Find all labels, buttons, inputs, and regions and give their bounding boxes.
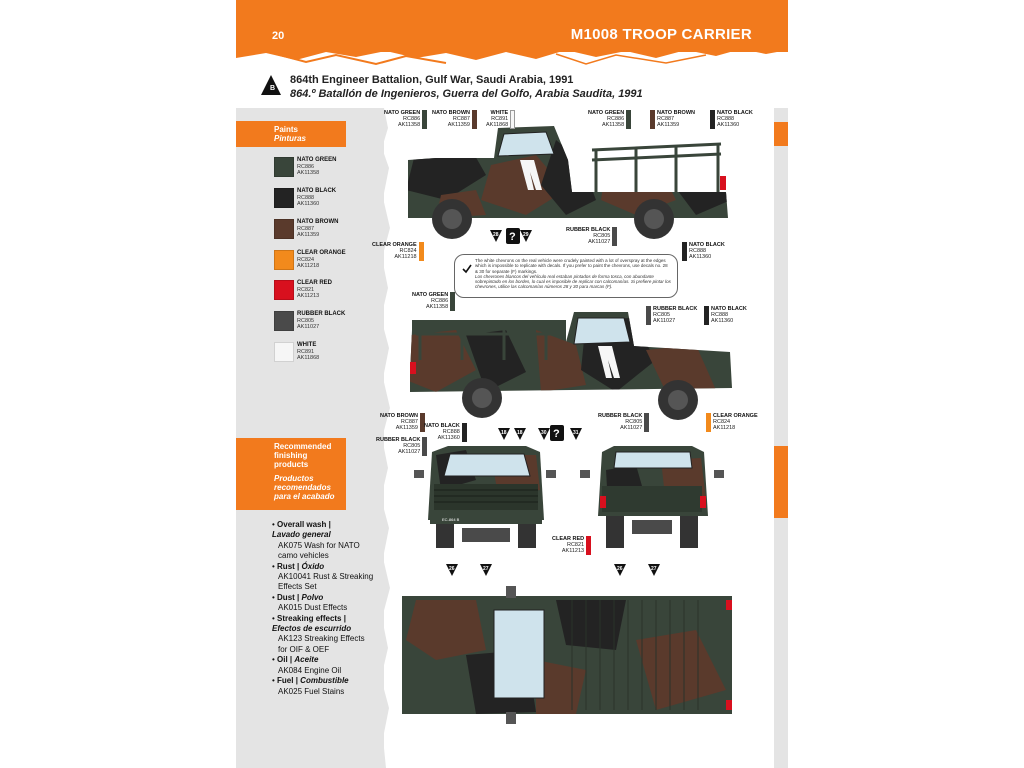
finishing-item: • Overall wash | Lavado general AK075 Wash for NATO camo vehicles [272, 520, 376, 562]
callout-code: RC886 [403, 116, 421, 122]
callout-code: AK11358 [397, 122, 421, 128]
decal-number: 28 [493, 232, 499, 238]
finishing-category-es: Polvo [301, 592, 324, 602]
paint-code: AK11359 [297, 231, 320, 238]
callout-code: AK11359 [657, 122, 680, 128]
decal-marker [480, 564, 492, 576]
decal-marker [520, 230, 532, 242]
truck-front-view [414, 446, 556, 548]
svg-text:?: ? [553, 428, 560, 440]
decal-marker [498, 428, 510, 440]
paint-callout [566, 227, 619, 246]
callout-code: RC805 [403, 443, 421, 449]
callout-code: AK11360 [437, 435, 460, 441]
finishing-item: • Dust | Polvo AK015 Dust Effects [272, 593, 376, 614]
decal-marker [648, 564, 660, 576]
manual-page [236, 0, 788, 768]
callout-code: AK11213 [561, 548, 585, 554]
callout-color-chip [586, 536, 591, 555]
callout-color-chip [612, 227, 617, 246]
paint-code: AK11868 [297, 354, 320, 361]
callout-name: RUBBER BLACK [566, 227, 611, 233]
paint-callout [372, 242, 426, 261]
callout-code: AK11359 [447, 122, 470, 128]
callout-code: RC805 [593, 233, 611, 239]
paint-code: AK11360 [297, 200, 320, 207]
decal-number: 26 [449, 566, 455, 572]
paint-code: AK11213 [297, 292, 320, 299]
paint-callout [412, 292, 457, 311]
paint-callout [432, 110, 479, 129]
finishing-category: Fuel | [277, 676, 298, 686]
paint-callout [708, 110, 753, 129]
callout-code: AK11358 [601, 122, 625, 128]
paint-callout [648, 110, 695, 129]
paint-name: NATO BLACK [297, 188, 337, 194]
paint-callout [702, 306, 747, 325]
callout-color-chip [422, 110, 427, 129]
callout-code: AK11027 [398, 449, 421, 455]
callout-name: NATO BLACK [689, 242, 725, 248]
paint-code: RC805 [297, 317, 315, 324]
paint-name: CLEAR ORANGE [297, 250, 346, 256]
finishing-item: • Streaking effects | Efectos de escurrido AK123 Streaking Effects for OIF & OEF [272, 614, 376, 656]
decal-marker [570, 428, 582, 440]
finishing-product: AK10041 Rust & Streaking Effects Set [278, 572, 374, 592]
finishing-item: • Rust | Óxido AK10041 Rust & Streaking Effects Set [272, 562, 376, 593]
paint-name: WHITE [297, 342, 317, 348]
callout-code: AK11027 [620, 425, 643, 431]
callout-name: NATO BROWN [380, 413, 418, 419]
decal-marker [446, 564, 458, 576]
paint-code: AK11358 [297, 169, 320, 176]
decal-marker [614, 564, 626, 576]
paint-callout [424, 423, 469, 442]
decal-number: 31 [573, 430, 579, 436]
finishing-category: Rust | [277, 561, 300, 571]
callout-code: RC824 [713, 419, 731, 425]
decal-number: 29 [523, 232, 529, 238]
finishing-product: AK084 Engine Oil [278, 665, 342, 675]
paint-callout [598, 413, 651, 432]
note-text: The white chevrons on the real vehicle were crudely painted with a lot of overspray at the edges which is impossible to replicate with decals. If you prefer to paint the chevrons, use decals no. 28 & 30 for separate (F) markings. [475, 258, 668, 274]
callout-code: RC886 [431, 298, 449, 304]
paint-code: RC891 [297, 348, 315, 355]
callout-code: AK11359 [395, 425, 418, 431]
callout-code: AK11360 [711, 318, 734, 324]
front-bumper-marking: EC-864 B [442, 517, 460, 522]
paint-code: RC888 [297, 194, 315, 201]
check-icon [462, 264, 472, 274]
callout-code: AK11360 [717, 122, 740, 128]
finishing-item: • Fuel | Combustible AK025 Fuel Stains [272, 676, 376, 697]
finishing-category-es: Efectos de escurrido [272, 624, 352, 634]
decal-number: 26 [617, 566, 623, 572]
callout-name: CLEAR ORANGE [713, 413, 758, 419]
callout-code: AK11868 [486, 122, 509, 128]
callout-name: WHITE [490, 110, 509, 116]
finishing-category-es: Lavado general [272, 530, 331, 540]
paint-code: RC821 [297, 286, 315, 293]
truck-top-view [402, 586, 732, 724]
paint-callout [704, 413, 758, 432]
callout-color-chip [682, 242, 687, 261]
callout-color-chip [462, 423, 467, 442]
callout-color-chip [472, 110, 477, 129]
callout-name: RUBBER BLACK [653, 306, 698, 312]
finishing-product: AK015 Dust Effects [278, 603, 348, 613]
paint-code: RC824 [297, 256, 315, 263]
callout-name: NATO GREEN [588, 110, 625, 116]
finishing-product: AK025 Fuel Stains [278, 686, 345, 696]
callout-name: CLEAR RED [552, 536, 585, 542]
page-title: M1008 TROOP CARRIER [570, 26, 752, 43]
callout-name: NATO BLACK [711, 306, 747, 312]
callout-code: RC821 [566, 542, 585, 548]
callout-color-chip [706, 413, 711, 432]
paint-code: RC887 [297, 225, 315, 232]
callout-code: RC888 [717, 116, 735, 122]
decal-number: 27 [483, 566, 489, 572]
callout-name: NATO BLACK [717, 110, 753, 116]
callout-code: RC805 [653, 312, 671, 318]
callout-code: RC888 [711, 312, 729, 318]
info-marker [550, 425, 564, 441]
finishing-category: Oil | [277, 655, 293, 665]
callout-name: NATO BROWN [657, 110, 695, 116]
decal-number: 18 [517, 430, 523, 436]
callout-color-chip [626, 110, 631, 129]
callout-name: RUBBER BLACK [376, 437, 421, 443]
callout-name: NATO BLACK [424, 423, 460, 429]
paint-callout [380, 413, 427, 432]
callout-code: AK11027 [653, 318, 676, 324]
paint-name: NATO GREEN [297, 157, 337, 163]
decal-number: 27 [651, 566, 657, 572]
paint-name: RUBBER BLACK [297, 311, 346, 317]
paint-callout [552, 536, 593, 555]
paint-code: RC886 [297, 163, 315, 170]
scheme-title-es: 864.º Batallón de Ingenieros, Guerra del Golfo, Arabia Saudita, 1991 [290, 88, 643, 100]
finishing-item: • Oil | Aceite AK084 Engine Oil [272, 655, 376, 676]
callout-name: CLEAR ORANGE [372, 242, 417, 248]
chevron-note [454, 254, 678, 298]
page-number: 20 [272, 30, 285, 42]
paint-callout [588, 110, 633, 129]
callout-color-chip [710, 110, 715, 129]
callout-code: RC887 [657, 116, 675, 122]
callout-name: NATO BROWN [432, 110, 470, 116]
callout-color-chip [644, 413, 649, 432]
decal-marker [490, 230, 502, 242]
decal-marker [538, 428, 550, 440]
callout-code: RC886 [607, 116, 625, 122]
callout-code: AK11218 [713, 425, 736, 431]
callout-name: NATO GREEN [384, 110, 421, 116]
paint-callout [384, 110, 429, 129]
callout-code: RC888 [442, 429, 460, 435]
callout-color-chip [422, 437, 427, 456]
callout-name: RUBBER BLACK [598, 413, 643, 419]
svg-text:?: ? [509, 231, 516, 243]
finishing-title-es: Productos recomendados para el acabado [274, 473, 335, 501]
paints-title-es: Pinturas [274, 134, 307, 144]
finishing-product: AK123 Streaking Effects for OIF & OEF [278, 634, 365, 654]
callout-color-chip [650, 110, 655, 129]
callout-code: RC891 [491, 116, 509, 122]
finishing-category: Streaking effects | [277, 613, 346, 623]
paint-name: CLEAR RED [297, 280, 333, 286]
finishing-title: Recommended finishing products [274, 442, 332, 470]
callout-code: RC824 [399, 248, 417, 254]
paint-name: NATO BROWN [297, 219, 339, 225]
callout-color-chip [419, 242, 424, 261]
finishing-category: Overall wash | [277, 520, 331, 529]
scheme-letter: B [270, 85, 276, 92]
callout-code: RC805 [625, 419, 643, 425]
finishing-category-es: Aceite [294, 655, 319, 665]
paint-code: AK11027 [297, 323, 320, 330]
callout-color-chip [510, 110, 515, 129]
callout-code: AK11360 [689, 254, 712, 260]
paint-callout [376, 437, 429, 456]
callout-code: AK11358 [425, 304, 449, 310]
paint-callout [486, 110, 517, 129]
paint-code: AK11218 [297, 262, 320, 269]
finishing-category-es: Óxido [301, 561, 325, 571]
decal-number: 18 [501, 430, 507, 436]
callout-color-chip [646, 306, 651, 325]
callout-code: AK11218 [394, 254, 417, 260]
truck-side-view-left [406, 312, 732, 420]
decal-marker [514, 428, 526, 440]
paint-callout [644, 306, 697, 325]
info-marker [506, 228, 520, 244]
finishing-product: AK075 Wash for NATO camo vehicles [278, 540, 360, 561]
callout-code: RC888 [689, 248, 707, 254]
callout-name: NATO GREEN [412, 292, 449, 298]
callout-color-chip [704, 306, 709, 325]
paints-title: Paints [274, 125, 299, 134]
callout-code: AK11027 [588, 239, 611, 245]
paint-callout [680, 242, 725, 261]
truck-side-view-right [406, 126, 731, 239]
finishing-category: Dust | [277, 592, 300, 602]
scheme-title: 864th Engineer Battalion, Gulf War, Saudi Arabia, 1991 [290, 74, 574, 86]
callout-code: RC887 [400, 419, 418, 425]
finishing-category-es: Combustible [300, 676, 349, 686]
decal-number: 30 [541, 430, 547, 436]
note-text-es: Los chevrones blancos del vehículo real estaban pintados de forma tosca, con abundante sobrepintado en los bordes, lo cual es imposible de replicar con calcomanías. Si prefiere pintar los chevrones, utilice las calcomanías números 28 y 30 para marcas (F). [475, 273, 671, 290]
callout-color-chip [450, 292, 455, 311]
callout-code: RC887 [452, 116, 470, 122]
truck-rear-view [580, 446, 724, 548]
